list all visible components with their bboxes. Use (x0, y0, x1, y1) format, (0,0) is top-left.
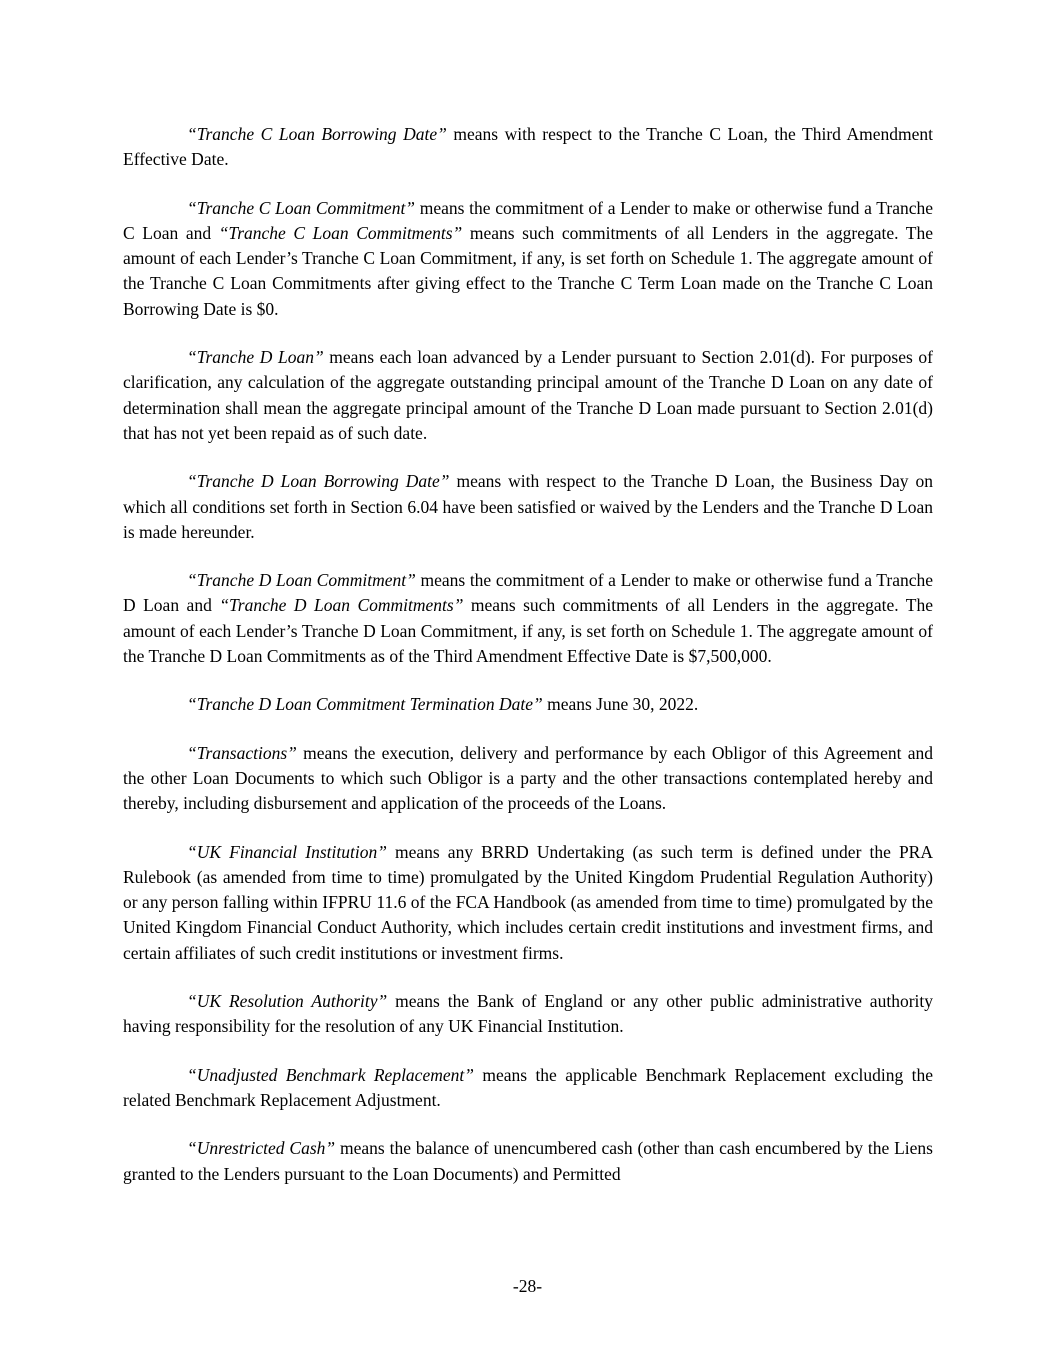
definition-paragraph (123, 692, 933, 717)
defined-term: “Tranche C Loan Borrowing Date” (187, 124, 447, 144)
definition-text: means any BRRD Undertaking (as such term is defined under the PRA Rulebook (as amended from time to time) promulgated by the United Kingdom Prudential Regulation Authority) or any person falling within IFPRU 11.6 of the FCA Handbook (as amended from time to time) promulgated by the United Kingdom Financial Conduct Authority, which includes certain credit institutions and investment firms, and certain affiliates of such credit institutions or investment firms. (123, 841, 933, 963)
definition-paragraph (123, 1136, 933, 1187)
defined-term: “Tranche C Loan Commitment” (187, 197, 416, 218)
defined-term: “Transactions” (187, 742, 297, 763)
definition-paragraph (123, 1063, 933, 1114)
defined-term: “UK Financial Institution” (187, 841, 387, 862)
defined-term: “Tranche D Loan Commitment” (187, 570, 416, 591)
definition-paragraph (123, 568, 933, 669)
defined-term: “UK Resolution Authority” (187, 991, 388, 1012)
definition-text: means the applicable Benchmark Replacement excluding the related Benchmark Replacement Adjustment. (123, 1064, 934, 1110)
definition-paragraph (123, 345, 933, 446)
definition-text: means the Bank of England or any other public administrative authority having responsibility for the resolution of any UK Financial Institution. (123, 991, 933, 1037)
definition-paragraph (123, 989, 933, 1040)
defined-term: “Unadjusted Benchmark Replacement” (187, 1064, 474, 1085)
definition-text: means with respect to the Tranche D Loan, the Business Day on which all conditions set forth in Section 6.04 have been satisfied or waived by the Lenders and the Tranche D Loan is made hereunder. (123, 471, 933, 542)
document-body (123, 122, 933, 1210)
definition-text: means each loan advanced by a Lender pursuant to Section 2.01(d). For purposes of clarification, any calculation of the aggregate outstanding principal amount of the Tranche D Loan on any date of determination shall mean the aggregate principal amount of the Tranche D Loan made pursuant to Section 2.01(d) that has not yet been repaid as of such date. (123, 347, 933, 443)
definition-text: means the commitment of a Lender to make or otherwise fund a Tranche D Loan and (123, 570, 934, 616)
defined-term: “Tranche D Loan” (187, 347, 324, 368)
defined-term: “Tranche D Loan Commitment Termination Date” (187, 694, 543, 715)
defined-term: “Tranche C Loan Commitments” (218, 222, 463, 243)
definition-text: means the commitment of a Lender to make or otherwise fund a Tranche C Loan and (123, 197, 933, 243)
definition-paragraph (123, 196, 933, 322)
definition-paragraph (123, 122, 933, 173)
definition-paragraph (123, 741, 933, 817)
page-number: -28- (512, 1276, 543, 1296)
definition-text: means with respect to the Tranche C Loan, the Third Amendment Effective Date. (123, 124, 933, 170)
definition-text: means the balance of unencumbered cash (other than cash encumbered by the Liens granted to the Lenders pursuant to the Loan Documents) and Permitted (123, 1138, 933, 1184)
defined-term: “Unrestricted Cash” (187, 1138, 336, 1159)
defined-term: “Tranche D Loan Commitments” (219, 595, 464, 616)
defined-term: “Tranche D Loan Borrowing Date” (187, 471, 450, 492)
definition-text: means such commitments of all Lenders in the aggregate. The amount of each Lender’s Tranche C Loan Commitment, if any, is set forth on Schedule 1. The aggregate amount of the Tranche C Loan Commitments after giving effect to the Tranche C Term Loan made on the Tranche C Loan Borrowing Date is $0. (123, 222, 934, 319)
definition-text: means June 30, 2022. (542, 694, 699, 715)
definition-paragraph (123, 469, 933, 545)
definition-paragraph (123, 840, 933, 966)
definition-text: means such commitments of all Lenders in the aggregate. The amount of each Lender’s Tranche D Loan Commitment, if any, is set forth on Schedule 1. The aggregate amount of the Tranche D Loan Commitments as of the Third Amendment Effective Date is $7,500,000. (123, 595, 933, 667)
definition-text: means the execution, delivery and performance by each Obligor of this Agreement and the other Loan Documents to which such Obligor is a party and the other transactions contemplated hereby and thereby, including disbursement and application of the proceeds of the Loans. (123, 742, 933, 814)
